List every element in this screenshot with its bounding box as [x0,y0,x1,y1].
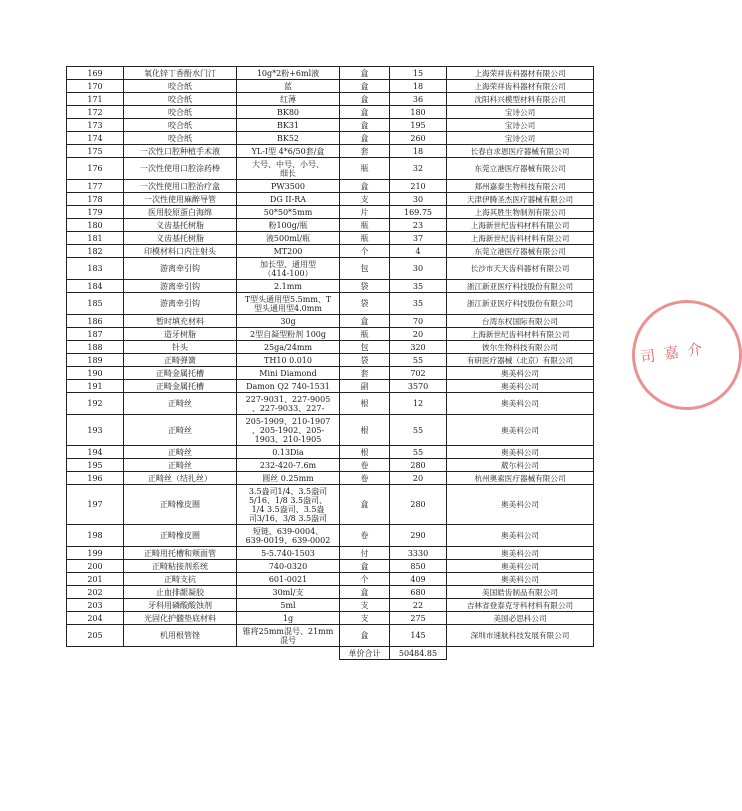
row-number: 185 [67,293,124,315]
item-spec: 蓝 [237,80,340,93]
item-unit: 盒 [340,485,390,525]
item-price: 850 [390,560,447,573]
table-row [67,459,594,472]
item-price: 20 [390,472,447,485]
table-row [67,586,594,599]
row-number: 179 [67,206,124,219]
item-spec: 加长型、通用型 （414-100） [237,258,340,280]
item-supplier: 东莞立港医疗器械有限公司 [447,158,594,180]
item-spec: 5ml [237,599,340,612]
item-unit: 盒 [340,93,390,106]
table-row [67,599,594,612]
total-row [67,647,594,660]
item-spec: 740-0320 [237,560,340,573]
item-unit: 片 [340,206,390,219]
item-price: 37 [390,232,447,245]
item-price: 35 [390,293,447,315]
item-name: 咬合纸 [124,119,237,132]
item-supplier: 上海荣祥齿科器材有限公司 [447,80,594,93]
item-unit: 套 [340,367,390,380]
price-table [66,66,594,660]
item-supplier: 上海新世纪齿科材料有限公司 [447,232,594,245]
item-price: 4 [390,245,447,258]
row-number: 174 [67,132,124,145]
row-number: 195 [67,459,124,472]
item-unit: 盒 [340,119,390,132]
table-row [67,393,594,415]
item-unit: 根 [340,415,390,446]
item-supplier: 奥美科公司 [447,560,594,573]
row-number: 197 [67,485,124,525]
item-price: 320 [390,341,447,354]
table-body [67,67,594,647]
item-unit: 盒 [340,625,390,647]
item-supplier: 美国皓齿制品有限公司 [447,586,594,599]
table-row [67,328,594,341]
item-name: 光固化护髓垫底材料 [124,612,237,625]
item-supplier: 奥美科公司 [447,573,594,586]
row-number: 183 [67,258,124,280]
item-unit: 袋 [340,280,390,293]
item-price: 145 [390,625,447,647]
item-unit: 盒 [340,560,390,573]
item-name: 机用根管锉 [124,625,237,647]
item-spec: BK52 [237,132,340,145]
item-supplier: 杭州奥索医疗器械有限公司 [447,472,594,485]
item-unit: 包 [340,341,390,354]
item-spec: 液500ml/瓶 [237,232,340,245]
item-supplier: 上海新世纪齿科材料有限公司 [447,328,594,341]
item-spec: 3.5盎司1/4、3.5盎司 5/16、1/8 3.5盎司、 1/4 3.5盎司、3.5盎 司3/16、3/8 3.5盎司 [237,485,340,525]
row-number: 193 [67,415,124,446]
item-unit: 根 [340,446,390,459]
table-row [67,80,594,93]
row-number: 176 [67,158,124,180]
row-number: 170 [67,80,124,93]
item-name: 正畸支抗 [124,573,237,586]
item-spec: BK80 [237,106,340,119]
item-supplier: 奥美科公司 [447,393,594,415]
row-number: 205 [67,625,124,647]
item-price: 3570 [390,380,447,393]
row-number: 186 [67,315,124,328]
item-spec: 2型自凝型粉剂 100g [237,328,340,341]
item-spec: BK31 [237,119,340,132]
table-row [67,258,594,280]
item-supplier: 奥美科公司 [447,446,594,459]
row-number: 177 [67,180,124,193]
item-price: 280 [390,459,447,472]
item-spec: MT200 [237,245,340,258]
item-unit: 根 [340,393,390,415]
table-row [67,612,594,625]
item-unit: 瓶 [340,219,390,232]
row-number: 201 [67,573,124,586]
item-spec: TH10 0.010 [237,354,340,367]
item-unit: 个 [340,573,390,586]
item-name: 咬合纸 [124,106,237,119]
item-supplier: 上海荣祥齿科器材有限公司 [447,67,594,80]
row-number: 204 [67,612,124,625]
item-supplier: 葳尔科公司 [447,459,594,472]
table-row [67,206,594,219]
table-row [67,367,594,380]
item-price: 15 [390,67,447,80]
total-label: 单价合计 [340,647,390,660]
item-supplier: 吉林省登泰克牙科材料有限公司 [447,599,594,612]
item-spec: 205-1909、210-1907 、205-1902、205- 1903、210-1905 [237,415,340,446]
item-spec: 圆丝 0.25mm [237,472,340,485]
item-name: 印模材料口内注射头 [124,245,237,258]
item-price: 23 [390,219,447,232]
item-spec: 30ml/支 [237,586,340,599]
item-supplier: 长沙市天天齿科器材有限公司 [447,258,594,280]
row-number: 199 [67,547,124,560]
item-supplier: 有研医疗器械（北京）有限公司 [447,354,594,367]
table-row [67,180,594,193]
item-spec: YL-I型 4*6/50套/盒 [237,145,340,158]
item-unit: 副 [340,380,390,393]
item-unit: 个 [340,245,390,258]
row-number: 196 [67,472,124,485]
item-name: 正畸弹簧 [124,354,237,367]
item-name: 咬合纸 [124,93,237,106]
item-unit: 盒 [340,132,390,145]
row-number: 200 [67,560,124,573]
item-name: 氧化锌丁香酚水门汀 [124,67,237,80]
item-name: 咬合纸 [124,132,237,145]
table-row [67,67,594,80]
item-supplier: 深圳市速航科技发展有限公司 [447,625,594,647]
item-name: 正畸丝（结扎丝） [124,472,237,485]
item-supplier: 台湾东权国际有限公司 [447,315,594,328]
item-spec: PW3500 [237,180,340,193]
row-number: 173 [67,119,124,132]
item-supplier: 郑州嘉泰生物科技有限公司 [447,180,594,193]
table-row [67,625,594,647]
table-row [67,158,594,180]
item-price: 210 [390,180,447,193]
item-name: 针头 [124,341,237,354]
table-row [67,106,594,119]
item-supplier: 东莞立港医疗器械有限公司 [447,245,594,258]
item-unit: 支 [340,193,390,206]
item-name: 牙科用磷酸酸蚀剂 [124,599,237,612]
item-name: 正畸丝 [124,393,237,415]
table-row [67,219,594,232]
item-unit: 卷 [340,525,390,547]
item-spec: 50*50*5mm [237,206,340,219]
item-spec: 0.13Dia [237,446,340,459]
item-price: 275 [390,612,447,625]
item-name: 正畸金属托槽 [124,367,237,380]
item-supplier: 奥美科公司 [447,547,594,560]
row-number: 190 [67,367,124,380]
table-row [67,341,594,354]
row-number: 180 [67,219,124,232]
item-name: 正畸丝 [124,415,237,446]
item-unit: 套 [340,145,390,158]
table-row [67,485,594,525]
item-name: 游离牵引钩 [124,280,237,293]
item-price: 55 [390,354,447,367]
item-unit: 盒 [340,80,390,93]
row-number: 171 [67,93,124,106]
table-row [67,560,594,573]
item-supplier: 长春自求恩医疗器械有限公司 [447,145,594,158]
item-name: 一次性使用口腔涂药棒 [124,158,237,180]
item-price: 22 [390,599,447,612]
table-row [67,132,594,145]
table-row [67,193,594,206]
item-name: 正畸橡皮圈 [124,485,237,525]
row-number: 203 [67,599,124,612]
item-price: 3330 [390,547,447,560]
table-row [67,573,594,586]
item-unit: 付 [340,547,390,560]
item-spec: 5-5.740-1503 [237,547,340,560]
item-supplier: 天津伊腾圣杰医疗器械有限公司 [447,193,594,206]
table-row [67,547,594,560]
item-unit: 支 [340,599,390,612]
item-spec: 601-0021 [237,573,340,586]
item-unit: 包 [340,258,390,280]
item-supplier: 宝诗公司 [447,119,594,132]
row-number: 191 [67,380,124,393]
item-price: 12 [390,393,447,415]
item-spec: 大号、中号、小号、 细长 [237,158,340,180]
table-row [67,380,594,393]
row-number: 178 [67,193,124,206]
row-number: 172 [67,106,124,119]
item-supplier: 奥美科公司 [447,367,594,380]
item-unit: 瓶 [340,158,390,180]
item-spec: 227-9031、227-9005 、227-9033、227- [237,393,340,415]
table-row [67,525,594,547]
row-number: 187 [67,328,124,341]
row-number: 175 [67,145,124,158]
seal-text: 司 嘉 介 [639,339,706,367]
item-name: 咬合纸 [124,80,237,93]
table-row [67,415,594,446]
item-supplier: 奥美科公司 [447,380,594,393]
row-number: 169 [67,67,124,80]
item-spec: 25ga/24mm [237,341,340,354]
item-spec: 短链、639-0004、 639-0019、639-0002 [237,525,340,547]
item-unit: 卷 [340,472,390,485]
row-number: 189 [67,354,124,367]
table-row [67,119,594,132]
table-row [67,145,594,158]
item-price: 30 [390,258,447,280]
row-number: 192 [67,393,124,415]
item-spec: DG II-RA [237,193,340,206]
item-price: 30 [390,193,447,206]
item-spec: 10g*2粉+6ml液 [237,67,340,80]
item-name: 正畸丝 [124,446,237,459]
table-row [67,245,594,258]
item-price: 409 [390,573,447,586]
item-unit: 盒 [340,586,390,599]
item-supplier: 沈阳科兴模型材料有限公司 [447,93,594,106]
total-value: 50484.85 [390,647,447,660]
item-unit: 盒 [340,315,390,328]
row-number: 184 [67,280,124,293]
item-spec: 30g [237,315,340,328]
item-name: 义齿基托树脂 [124,219,237,232]
item-supplier: 上海其胜生物制剂有限公司 [447,206,594,219]
item-supplier: 宝诗公司 [447,106,594,119]
item-price: 702 [390,367,447,380]
table-row [67,472,594,485]
item-price: 32 [390,158,447,180]
item-price: 169.75 [390,206,447,219]
item-unit: 盒 [340,106,390,119]
table-row [67,354,594,367]
item-name: 正畸丝 [124,459,237,472]
item-price: 195 [390,119,447,132]
item-spec: 2.1mm [237,280,340,293]
item-spec: 粉100g/瓶 [237,219,340,232]
item-price: 280 [390,485,447,525]
item-unit: 袋 [340,293,390,315]
item-name: 止血排龈凝胶 [124,586,237,599]
item-price: 36 [390,93,447,106]
item-spec: 1g [237,612,340,625]
item-name: 正畸橡皮圈 [124,525,237,547]
item-supplier: 美国必思科公司 [447,612,594,625]
item-spec: 锥将25mm混号、21mm 混号 [237,625,340,647]
item-unit: 瓶 [340,232,390,245]
item-price: 260 [390,132,447,145]
item-price: 70 [390,315,447,328]
row-number: 194 [67,446,124,459]
item-price: 20 [390,328,447,341]
item-name: 义齿基托树脂 [124,232,237,245]
item-price: 35 [390,280,447,293]
item-supplier: 奥美科公司 [447,485,594,525]
item-spec: Damon Q2 740-1531 [237,380,340,393]
table-row [67,93,594,106]
table-row [67,446,594,459]
item-price: 680 [390,586,447,599]
item-unit: 盒 [340,180,390,193]
item-price: 180 [390,106,447,119]
item-name: 暂时填充材料 [124,315,237,328]
item-spec: 红薄 [237,93,340,106]
item-name: 游离牵引钩 [124,258,237,280]
item-spec: T型头通用型5.5mm、T 型头通用型4.0mm [237,293,340,315]
item-price: 55 [390,415,447,446]
item-unit: 袋 [340,354,390,367]
item-name: 一次性使用麻醉导管 [124,193,237,206]
item-price: 18 [390,80,447,93]
table-row [67,315,594,328]
item-supplier: 上海新世纪齿科材料有限公司 [447,219,594,232]
item-supplier: 奥美科公司 [447,415,594,446]
item-unit: 支 [340,612,390,625]
row-number: 198 [67,525,124,547]
row-number: 182 [67,245,124,258]
table-row [67,232,594,245]
item-name: 正畸金属托槽 [124,380,237,393]
item-price: 18 [390,145,447,158]
row-number: 188 [67,341,124,354]
item-supplier: 奥美科公司 [447,525,594,547]
item-name: 一次性口腔种植手术液 [124,145,237,158]
item-supplier: 浙江新亚医疗科技股份有限公司 [447,280,594,293]
item-spec: Mini Diamond [237,367,340,380]
item-name: 正畸粘接剂系统 [124,560,237,573]
item-supplier: 宝诗公司 [447,132,594,145]
item-price: 55 [390,446,447,459]
table-row [67,280,594,293]
item-supplier: 彼尔生物科技有限公司 [447,341,594,354]
item-price: 290 [390,525,447,547]
item-name: 游离牵引钩 [124,293,237,315]
row-number: 181 [67,232,124,245]
row-number: 202 [67,586,124,599]
table-row [67,293,594,315]
item-supplier: 浙江新亚医疗科技股份有限公司 [447,293,594,315]
item-spec: 232-420-7.6m [237,459,340,472]
item-unit: 盒 [340,67,390,80]
item-unit: 瓶 [340,328,390,341]
item-name: 正畸用托槽和颊面管 [124,547,237,560]
item-name: 造牙树脂 [124,328,237,341]
item-name: 医用胶原蛋白海绵 [124,206,237,219]
item-unit: 卷 [340,459,390,472]
item-name: 一次性使用口腔治疗盒 [124,180,237,193]
